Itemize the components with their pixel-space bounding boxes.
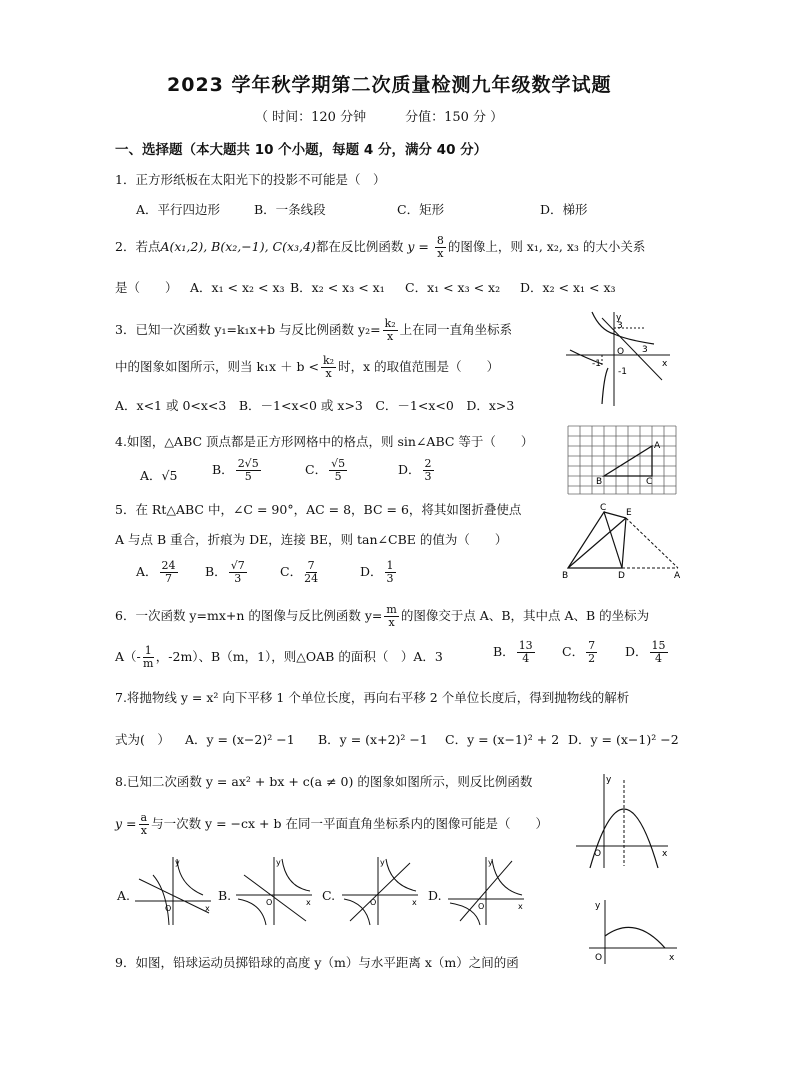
q7-option-c: C．y = (x−1)² + 2 bbox=[445, 732, 560, 747]
svg-text:O: O bbox=[370, 898, 377, 907]
q4-option-c: C． $\frac{√5}{5}$ bbox=[305, 457, 346, 483]
q3-fraction: $\frac{\text{k₂}}{x}$ bbox=[384, 317, 396, 343]
svg-text:O: O bbox=[165, 904, 172, 913]
q8-option-d: D. bbox=[428, 888, 442, 903]
q2-line1 bbox=[115, 235, 645, 260]
q2-prefix: 2．若点 bbox=[115, 239, 161, 254]
page-title: 2023 学年秋学期第二次质量检测九年级数学试题 bbox=[167, 74, 612, 96]
q6-option-c: C． $\frac{7}{2}$ bbox=[562, 639, 596, 665]
q5-stem-2: A 与点 B 重合，折痕为 DE，连接 BE，则 tan∠CBE 的值为（ ） bbox=[115, 532, 508, 547]
q6-line2: A（- $\frac{1}{m}$ ，-2m）、B（m，1），则△OAB 的面积（ ）A．3 bbox=[115, 644, 443, 670]
q3-tick-neg1: -1 bbox=[592, 359, 601, 369]
q3-line2: 中的图象如图所示，则当 k₁x ＋ b < $\frac{\text{k₂}}{x}$ 时，x 的取值范围是（ ） bbox=[115, 354, 500, 380]
section-heading: 一、选择题（本大题共 10 个小题，每题 4 分，满分 40 分） bbox=[115, 142, 488, 158]
svg-text:y: y bbox=[488, 858, 493, 867]
q7-stem: 7.将抛物线 y = x² 向下平移 1 个单位长度，再向右平移 2 个单位长度后，得到抛物线的解析 bbox=[115, 690, 630, 705]
svg-text:y: y bbox=[606, 775, 612, 785]
q1-stem: 1．正方形纸板在太阳光下的投影不可能是（ ） bbox=[115, 172, 386, 187]
q8-graph-d bbox=[446, 855, 526, 927]
q2-line2: 是（ ） bbox=[115, 280, 178, 295]
svg-text:y: y bbox=[595, 901, 601, 911]
q8-fraction: $\frac{a}{x}$ bbox=[140, 811, 148, 837]
q5-option-c: C． $\frac{7}{24}$ bbox=[280, 559, 319, 585]
svg-text:x: x bbox=[205, 904, 210, 913]
q5-point-d: D bbox=[618, 571, 625, 581]
q4-point-a: A bbox=[654, 441, 661, 451]
q6-fraction: $\frac{m}{x}$ bbox=[386, 603, 397, 629]
q2-suffix: 的图像上，则 x₁, x₂, x₃ 的大小关系 bbox=[447, 239, 646, 254]
q3-line1: 3．已知一次函数 y₁=k₁x+b 与反比例函数 y₂= $\frac{\text{k₂}}{x}$ 上在同一直角坐标系 bbox=[115, 317, 513, 343]
q6-option-d: D． $\frac{15}{4}$ bbox=[625, 639, 666, 665]
q9-figure bbox=[585, 896, 680, 966]
q1-option-b: B．一条线段 bbox=[254, 202, 326, 217]
q4-option-b: B． $\frac{2√5}{5}$ bbox=[212, 457, 259, 483]
q7-option-a: A．y = (x−2)² −1 bbox=[185, 732, 295, 747]
q5-triangle-figure bbox=[560, 500, 690, 590]
q4-point-b: B bbox=[596, 477, 603, 487]
q2-func-lhs: y = bbox=[407, 239, 429, 254]
q8-graph-a bbox=[133, 855, 213, 927]
svg-text:x: x bbox=[306, 898, 311, 907]
q8-graph-b bbox=[234, 855, 314, 927]
svg-text:x: x bbox=[412, 898, 417, 907]
q3-tick-neg1-y: -1 bbox=[618, 367, 627, 377]
q2-option-b: B．x₂ < x₃ < x₁ bbox=[290, 280, 385, 295]
q3-tick-3x: 3 bbox=[642, 345, 648, 355]
q2-option-d: D．x₂ < x₁ < x₃ bbox=[520, 280, 616, 295]
q5-option-b: B． $\frac{√7}{3}$ bbox=[205, 559, 245, 585]
q5-stem-1: 5．在 Rt△ABC 中，∠C = 90°，AC = 8，BC = 6，将其如图折叠使点 bbox=[115, 502, 522, 517]
q3-fraction-2: $\frac{\text{k₂}}{x}$ bbox=[323, 354, 335, 380]
q8-line2: y = $\frac{a}{x}$ 与一次数 y = −cx + b 在同一平面直角坐标系内的图像可能是（ ） bbox=[115, 811, 548, 837]
q5-option-d: D． $\frac{1}{3}$ bbox=[360, 559, 394, 585]
svg-text:y: y bbox=[175, 858, 180, 867]
q2-option-a: A．x₁ < x₂ < x₃ bbox=[190, 280, 285, 295]
q8-option-a: A. bbox=[117, 888, 131, 903]
q7-option-b: B．y = (x+2)² −1 bbox=[318, 732, 428, 747]
q2-option-c: C．x₁ < x₃ < x₂ bbox=[405, 280, 501, 295]
q3-x-label: x bbox=[662, 359, 668, 369]
q3-graph bbox=[562, 308, 672, 408]
svg-text:O: O bbox=[266, 898, 273, 907]
q6-line1: 6．一次函数 y=mx+n 的图像与反比例函数 y= $\frac{m}{x}$ 的图像交于点 A、B，其中点 A、B 的坐标为 bbox=[115, 603, 650, 629]
svg-text:x: x bbox=[662, 849, 668, 859]
svg-text:O: O bbox=[594, 849, 602, 859]
q7-option-d: D．y = (x−1)² −2 bbox=[568, 732, 679, 747]
q2-points: A(x₁,2), B(x₂,−1), C(x₃,4) bbox=[160, 239, 316, 254]
svg-text:O: O bbox=[478, 902, 485, 911]
svg-text:y: y bbox=[380, 858, 385, 867]
q8-option-c: C. bbox=[322, 888, 336, 903]
q4-stem: 4.如图，△ABC 顶点都是正方形网格中的格点，则 sin∠ABC 等于（ ） bbox=[115, 434, 534, 449]
q9-stem: 9．如图，铅球运动员掷铅球的高度 y（m）与水平距离 x（m）之间的函 bbox=[115, 955, 519, 970]
q4-option-a: A．√5 bbox=[140, 468, 178, 483]
q2-mid: 都在反比例函数 bbox=[315, 239, 404, 254]
q4-option-d: D． $\frac{2}{3}$ bbox=[398, 457, 432, 483]
q5-option-a: A． $\frac{24}{7}$ bbox=[136, 559, 176, 585]
q1-option-d: D．梯形 bbox=[540, 202, 588, 217]
q6-fraction-2: $\frac{1}{m}$ bbox=[143, 644, 154, 670]
q8-option-b: B. bbox=[218, 888, 232, 903]
q3-y-label: y bbox=[616, 313, 622, 323]
q3-tick-3: 3 bbox=[617, 321, 623, 331]
svg-text:y: y bbox=[276, 858, 281, 867]
exam-info: （ 时间：120 分钟 分值：150 分 ） bbox=[255, 110, 504, 125]
q2-fraction: $\frac{8}{x}$ bbox=[436, 234, 444, 260]
q5-point-e: E bbox=[626, 508, 632, 518]
q8-graph-c bbox=[340, 855, 420, 927]
q1-option-a: A．平行四边形 bbox=[136, 202, 221, 217]
q4-grid-figure bbox=[566, 424, 678, 496]
svg-text:x: x bbox=[669, 953, 675, 963]
svg-text:O: O bbox=[595, 953, 603, 963]
q8-parabola-figure bbox=[572, 770, 672, 870]
svg-text:x: x bbox=[518, 902, 523, 911]
q5-point-a: A bbox=[674, 571, 681, 581]
q7-line2: 式为( ） bbox=[115, 732, 170, 747]
q5-point-b: B bbox=[562, 571, 569, 581]
q4-point-c: C bbox=[646, 477, 653, 487]
q3-origin: O bbox=[617, 347, 625, 357]
q8-stem: 8.已知二次函数 y = ax² + bx + c(a ≠ 0) 的图象如图所示，则反比例函数 bbox=[115, 774, 533, 789]
q5-point-c: C bbox=[600, 503, 607, 513]
q3-options: A．x<1 或 0<x<3 B．－1<x<0 或 x>3 C．－1<x<0 D．x>3 bbox=[115, 398, 515, 413]
q1-option-c: C．矩形 bbox=[397, 202, 445, 217]
q6-option-b: B． $\frac{13}{4}$ bbox=[493, 639, 533, 665]
